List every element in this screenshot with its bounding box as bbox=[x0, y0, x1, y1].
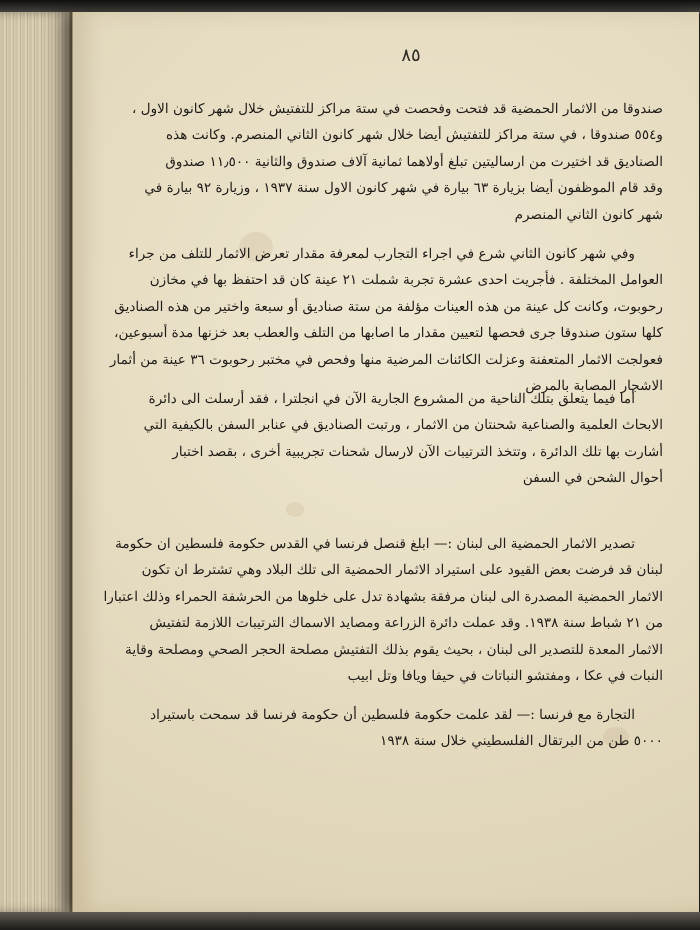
text-line: وقد قام الموظفون أيضا بزيارة ٦٣ بيارة في شهر كانون الاول سنة ١٩٣٧ ، وزيارة ٩٢ بيارة في bbox=[144, 180, 663, 197]
page-number: ٨٥ bbox=[401, 45, 421, 66]
text-line: ٥٠٠٠ طن من البرتقال الفلسطيني خلال سنة ١٩٣٨ bbox=[380, 733, 663, 750]
text-line: و٥٥٤ صندوقا ، في ستة مراكز للتفتيش أيضا خلال شهر كانون الثاني المنصرم. وكانت هذه bbox=[165, 127, 663, 144]
text-line: أحوال الشحن في السفن bbox=[522, 470, 663, 487]
text-line: الابحاث العلمية والصناعية شحنتان من الاثمار ، ورتبت الصناديق في عنابر السفن بالكيفية التي bbox=[143, 417, 663, 434]
left-page-stack bbox=[0, 12, 72, 912]
text-line: النبات في عكا ، ومفتشو النباتات في حيفا ويافا وتل ابيب bbox=[347, 668, 663, 685]
text-line: الاشجار المصابة بالمرض bbox=[525, 378, 663, 395]
text-line: فعولجت الاثمار المتعفنة وعزلت الكائنات المرضية منها وفحص في مختبر رحوبوت ٣٦ عينة من أثمار bbox=[109, 351, 663, 368]
text-line: من ٢١ شباط سنة ١٩٣٨. وقد عملت دائرة الزراعة ومصايد الاسماك الترتيبات اللازمة لتفتيش bbox=[149, 615, 663, 632]
text-line: كلها ستون صندوقا جرى فحصها لتعيين مقدار ما اصابها من التلف والعطب بعد خزنها مدة أسبوعين، bbox=[114, 325, 663, 342]
text-line: الاثمار المعدة للتصدير الى لبنان ، بحيث يقوم بذلك التفتيش مصلحة الحجر الصحي ومصلحة وقاية bbox=[125, 641, 663, 658]
text-line: وفي شهر كانون الثاني شرع في اجراء التجارب لمعرفة مقدار تعرض الاثمار للتلف من جراء bbox=[128, 246, 635, 262]
text-line: أشارت بها تلك الدائرة ، وتتخذ الترتيبات الآن لارسال شحنات تجريبية أخرى ، بقصد اختبار bbox=[172, 443, 663, 460]
scanned-book-page bbox=[72, 12, 699, 912]
text-line: أما فيما يتعلق بتلك الناحية من المشروع الجارية الآن في انجلترا ، فقد أرسلت الى دائرة bbox=[148, 391, 635, 407]
text-line: تصدير الاثمار الحمضية الى لبنان :— ابلغ قنصل فرنسا في القدس حكومة فلسطين ان حكومة bbox=[115, 536, 635, 552]
bottom-book-edge bbox=[0, 912, 700, 930]
paragraph-fruit-spoilage-experiments bbox=[109, 241, 663, 399]
text-line: صندوقا من الاثمار الحمضية قد فتحت وفحصت في ستة مراكز للتفتيش خلال شهر كانون الاول ، bbox=[132, 101, 663, 117]
text-line: رحوبوت، وكانت كل عينة من هذه العينات مؤلفة من ستة صناديق أو سبعة واختير من هذه الصناديق bbox=[114, 298, 663, 315]
paragraph-inspection-results bbox=[132, 96, 663, 228]
text-line: العوامل المختلفة . فأجريت احدى عشرة تجربة شملت ٢١ عينة كان قد احتفظ بها في مخازن bbox=[149, 272, 663, 289]
paragraph-export-to-lebanon bbox=[103, 531, 663, 689]
text-line: لبنان قد فرضت بعض القيود على استيراد الاثمار الحمضية الى تلك البلاد وهي تشترط ان تكون bbox=[141, 562, 663, 579]
paragraph-trade-with-france bbox=[137, 702, 663, 755]
paper-stain bbox=[286, 502, 304, 517]
text-line: التجارة مع فرنسا :— لقد علمت حكومة فلسطين أن حكومة فرنسا قد سمحت باستيراد bbox=[150, 707, 635, 723]
text-line: الاثمار الحمضية المصدرة الى لبنان مرفقة بشهادة تدل على خلوها من الحرشفة الحمراء وذلك اعتبارا bbox=[103, 588, 663, 605]
text-line: شهر كانون الثاني المنصرم bbox=[514, 206, 663, 223]
text-line: الصناديق قد اختيرت من ارساليتين تبلغ أولاهما ثمانية آلاف صندوق والثانية ١١٫٥٠٠ صندوق bbox=[165, 153, 663, 170]
paragraph-shipping-arrangements bbox=[137, 386, 663, 492]
